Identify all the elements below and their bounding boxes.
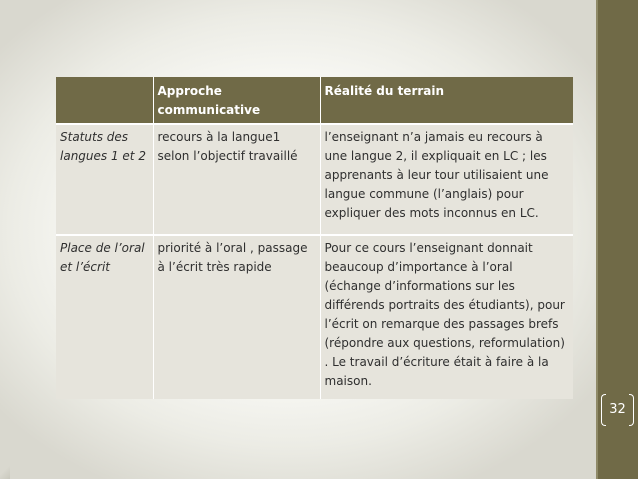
reality-cell: Pour ce cours l’enseignant donnait beaucoup d’importance à l’oral (échange d’informations sur les différends portraits des étudiants), pour l’écrit on remarque des passages brefs (répondre aux questions, reformulation) . Le travail d’écriture était à faire à la maison. <box>320 235 573 399</box>
approach-cell: recours à la langue1 selon l’objectif travaillé <box>153 124 320 235</box>
approach-cell: priorité à l’oral , passage à l’écrit très rapide <box>153 235 320 399</box>
table-row <box>56 235 573 399</box>
row-label: Statuts des langues 1 et 2 <box>56 124 153 235</box>
page-number: 32 <box>609 402 626 417</box>
bracket-left-icon <box>601 394 606 426</box>
comparison-table <box>56 77 573 399</box>
row-label: Place de l’oral et l’écrit <box>56 235 153 399</box>
header-cell-empty <box>56 77 153 124</box>
table-row <box>56 124 573 235</box>
table-header-row <box>56 77 573 124</box>
reality-cell: l’enseignant n’a jamais eu recours à une langue 2, il expliquait en LC ; les apprenants à leur tour utilisaient une langue commune (l’anglais) pour expliquer des mots inconnus en LC. <box>320 124 573 235</box>
header-cell-reality: Réalité du terrain <box>320 77 573 124</box>
page-number-badge <box>601 394 634 426</box>
bracket-right-icon <box>629 394 634 426</box>
corner-decoration <box>0 465 10 479</box>
header-cell-approach: Approche communicative <box>153 77 320 124</box>
